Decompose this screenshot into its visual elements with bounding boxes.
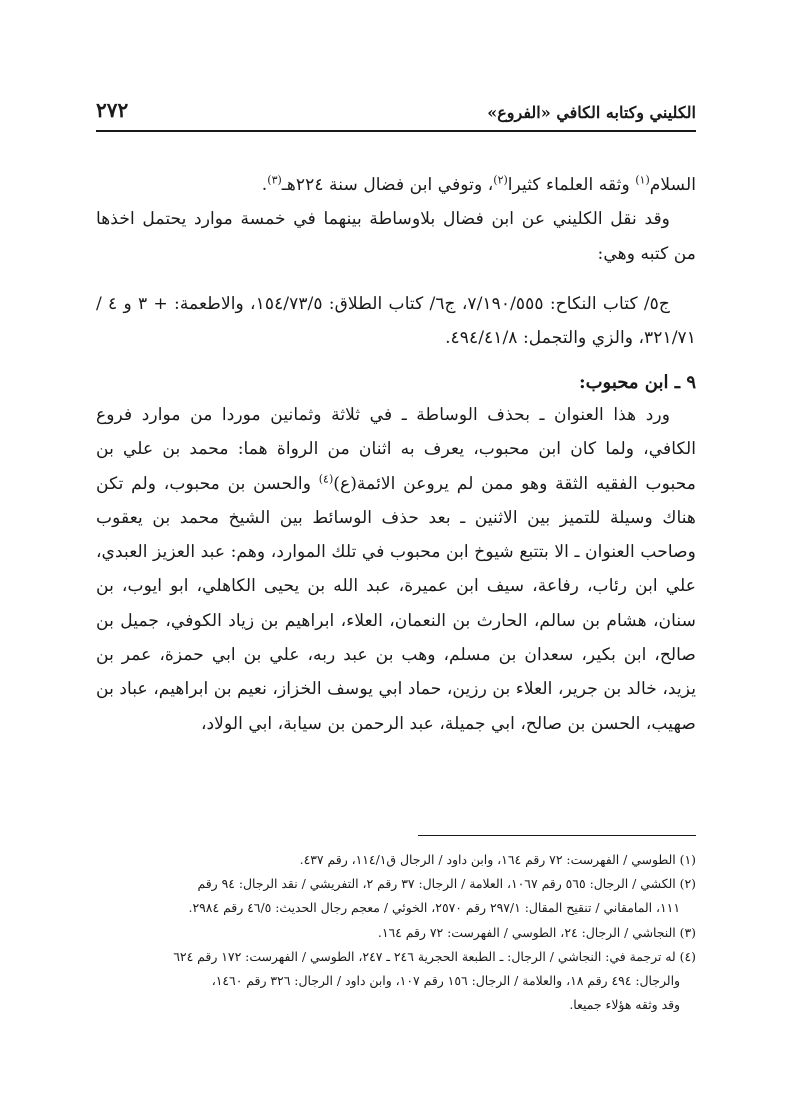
footnotes — [96, 848, 696, 1017]
paragraph-ibn-faddal: وقد نقل الكليني عن ابن فضال بلاوساطة بينهما في خمسة موارد يحتمل اخذها من كتبه وهي: — [96, 209, 696, 264]
footnote-2-continuation: ١١١، المامقاني / تنقيح المقال: ٢٩٧/١ رقم ٢٥٧٠، الخوئي / معجم رجال الحديث: ٤٦/٥ رقم ٢٩٨٤. — [188, 900, 680, 916]
footnote-4: (٤) له ترجمة في: النجاشي / الرجال: ـ الطبعة الحجرية ٢٤٦ ـ ٢٤٧، الطوسي / الفهرست: ١٧٢ رقم ٦٢٤ — [173, 948, 696, 964]
footnote-ref-4: (٤) — [318, 471, 334, 485]
ibn-mahbub-paragraph — [96, 398, 696, 741]
citations-text: ج٥/ كتاب النكاح: ٧/١٩٠/٥٥٥، ج٦/ كتاب الطلاق: ١٥٤/٧٣/٥، والاطعمة: + ٣ و ٤ /٣٢١/٧١، والزي والتجمل: ٤٩٤/٤١/٨. — [96, 294, 696, 349]
page-header — [96, 92, 696, 122]
paragraph-continuation — [96, 168, 696, 202]
header-rule — [96, 130, 696, 132]
footnote-1: (١) الطوسي / الفهرست: ٧٢ رقم ١٦٤، وابن داود / الرجال ق١١٤/١، رقم ٤٣٧. — [299, 852, 696, 867]
footnote-4-continuation-2: وقد وثقه هؤلاء جميعا. — [569, 997, 680, 1013]
opening-paragraphs — [96, 168, 696, 271]
footnote-ref-3: (٣) — [267, 173, 282, 187]
ibn-mahbub-text — [96, 398, 696, 741]
text-run: وثقه العلماء كثيرا — [507, 175, 636, 195]
citations-paragraph — [96, 287, 696, 356]
text-run: ورد هذا العنوان ـ بحذف الوساطة ـ في ثلاثة وثمانين موردا من موارد فروع الكافي، ولما كان ابن محبوب، يعرف به اثنان من الرواة هما: محمد بن علي بن محبوب الفقيه الثقة وهو ممن لم يروعن الائمة(ع) — [96, 405, 696, 494]
running-title: الكليني وكتابه الكافي «الفروع» — [487, 103, 696, 122]
page-number: ٢٧٢ — [96, 98, 129, 122]
section-heading: ٩ ـ ابن محبوب: — [578, 372, 696, 393]
text-run: السلام — [649, 175, 696, 195]
footnote-ref-1: (١) — [635, 173, 650, 187]
footnote-2: (٢) الكشي / الرجال: ٥٦٥ رقم ١٠٦٧، العلامة / الرجال: ٣٧ رقم ٢، التفريشي / نقد الرجال: ٩٤ رقم — [197, 876, 696, 892]
footnote-rule — [418, 835, 696, 836]
footnote-4-continuation: والرجال: ٤٩٤ رقم ١٨، والعلامة / الرجال: ١٥٦ رقم ١٠٧، وابن داود / الرجال: ٣٢٦ رقم ١٤٦٠، — [211, 973, 680, 989]
footnote-3: (٣) النجاشي / الرجال: ٢٤، الطوسي / الفهرست: ٧٢ رقم ١٦٤. — [377, 924, 696, 940]
footnote-ref-2: (٢) — [493, 173, 508, 187]
text-run: . — [261, 175, 268, 195]
text-run: ، وتوفي ابن فضال سنة ٢٢٤هـ — [281, 175, 494, 195]
text-run: والحسن بن محبوب، ولم تكن هناك وسيلة للتميز بين الاثنين ـ بعد حذف الوسائط بين الشيخ محمد بن يعقوب وصاحب العنوان ـ الا بتتبع شيوخ ابن محبوب في تلك الموارد، وهم: عبد العزيز العبدي، علي ابن رئاب، رفاعة، سيف ابن عميرة، عبد الله بن يحيى الكاهلي، ابو ايوب، بن سنان، هشام بن سالم، الحارث بن النعمان، العلاء، ابراهيم بن زياد الكوفي، جميل بن صالح، ابن بكير، سعدان بن مسلم، وهب بن عبد ربه، علي بن ابي حمزة، عمر بن يزيد، خالد بن جرير، العلاء بن رزين، حماد ابي يوسف الخزاز، نعيم بن ابراهيم، عباد بن صهيب، الحسن بن صالح، ابي جميلة، عبد الرحمن بن سيابة، ابي الولاد، — [96, 473, 696, 734]
